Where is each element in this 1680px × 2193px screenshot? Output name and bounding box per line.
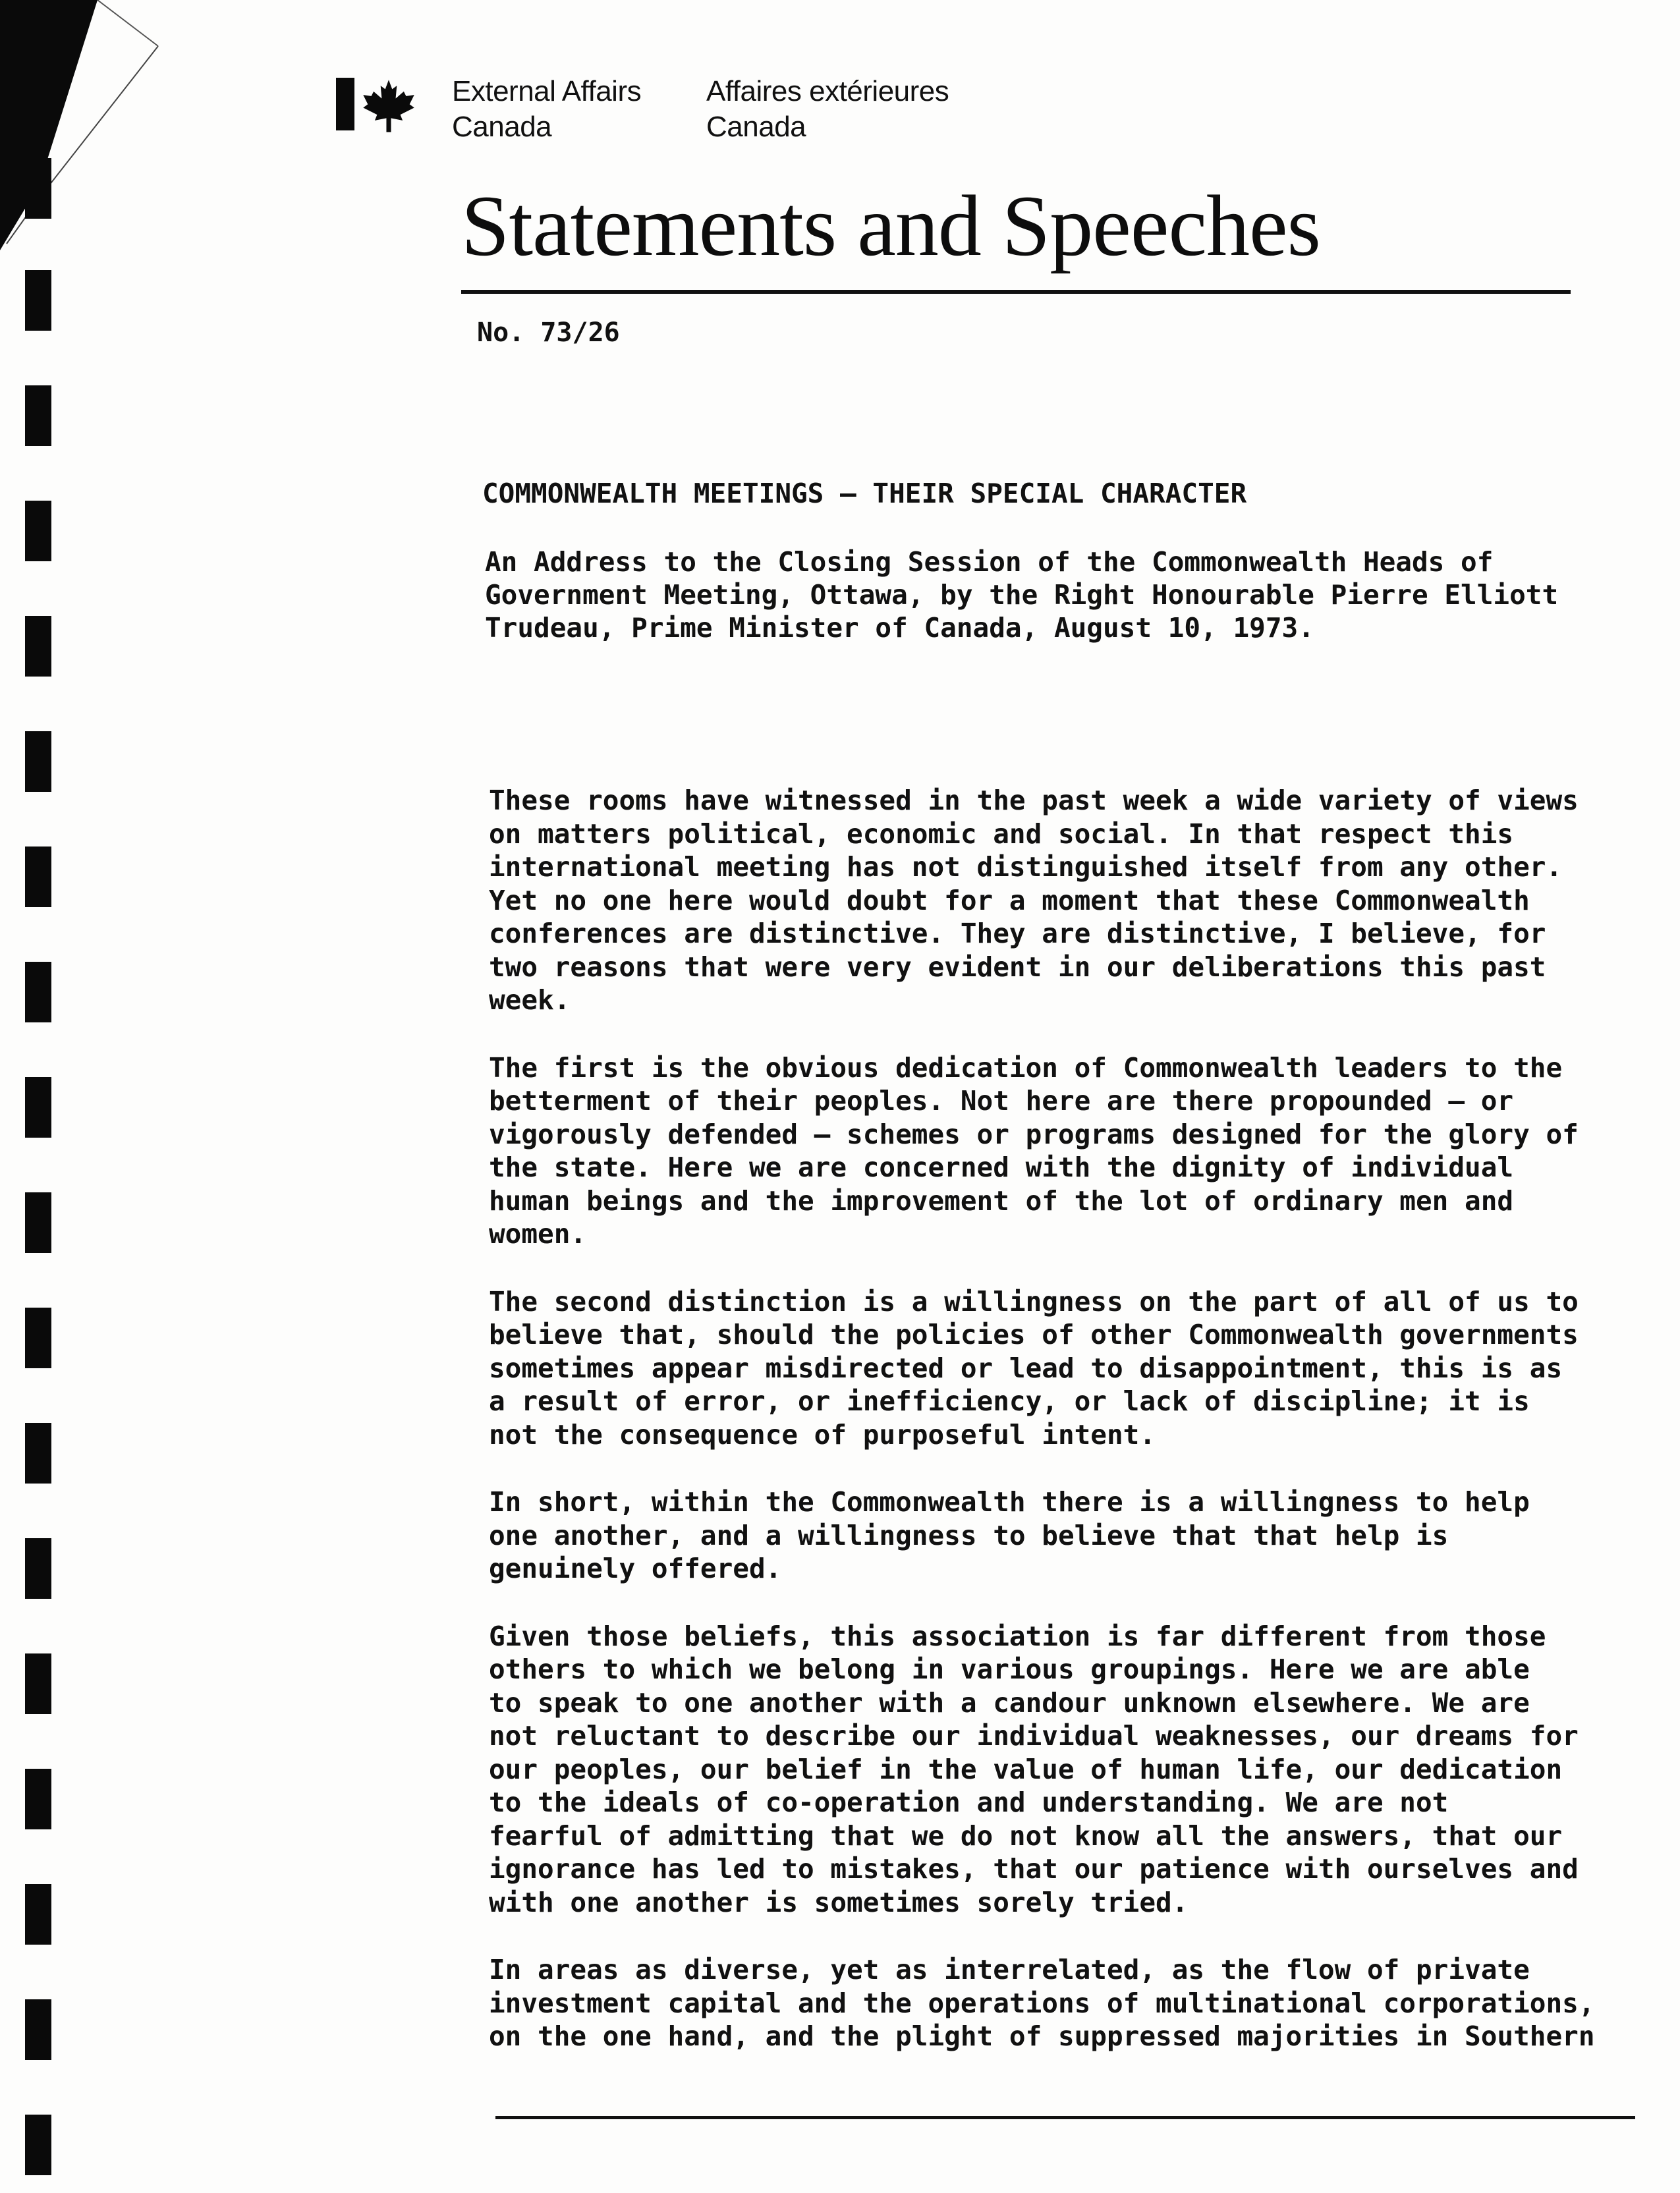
title-rule	[461, 290, 1571, 294]
subtitle-line: An Address to the Closing Session of the Commonwealth Heads of	[485, 546, 1494, 578]
org-name-french-line1: Affaires extérieures	[706, 75, 949, 107]
paragraph-line: In areas as diverse, yet as interrelated, as the flow of private	[489, 1954, 1530, 1985]
binder-holes	[25, 158, 54, 2174]
paragraph	[489, 1953, 1622, 2053]
paragraph-line: These rooms have witnessed in the past week a wide variety of views	[489, 785, 1579, 816]
paragraph-line: to the ideals of co-operation and understanding. We are not	[489, 1787, 1449, 1818]
org-name-french	[706, 74, 949, 145]
paragraph-line: a result of error, or inefficiency, or lack of discipline; it is	[489, 1385, 1530, 1417]
paragraph	[489, 1620, 1622, 1920]
paragraph-line: human beings and the improvement of the lot of ordinary men and	[489, 1184, 1514, 1217]
org-name-english-line1: External Affairs	[452, 75, 642, 107]
paragraph-line: In short, within the Commonwealth there is a willingness to help	[489, 1486, 1530, 1518]
paragraph-line: not reluctant to describe our individual weaknesses, our dreams for	[489, 1720, 1579, 1752]
org-name-english	[452, 74, 641, 145]
paragraph-line: on the one hand, and the plight of suppressed majorities in Southern	[489, 2020, 1595, 2052]
binder-hole-mark	[25, 731, 51, 792]
paragraph	[489, 784, 1622, 1017]
binder-hole-mark	[25, 158, 51, 219]
binder-hole-mark	[25, 1192, 51, 1253]
binder-hole-mark	[25, 1077, 51, 1138]
binder-hole-mark	[25, 1653, 51, 1714]
speech-subtitle	[485, 545, 1618, 644]
paragraph-line: believe that, should the policies of other Commonwealth governments	[489, 1319, 1579, 1350]
binder-hole-mark	[25, 385, 51, 446]
paragraph-line: betterment of their peoples. Not here are there propounded — or	[489, 1085, 1514, 1117]
paragraph-line: genuinely offered.	[489, 1553, 782, 1584]
paragraph-line: others to which we belong in various groupings. Here we are able	[489, 1653, 1530, 1685]
speech-heading: COMMONWEALTH MEETINGS — THEIR SPECIAL CHARACTER	[482, 478, 1247, 509]
paragraph-line: investment capital and the operations of multinational corporations,	[489, 1987, 1595, 2019]
speech-body	[489, 784, 1622, 2088]
org-name-english-line2: Canada	[452, 111, 552, 143]
binder-hole-mark	[25, 847, 51, 907]
flag-bar	[336, 78, 354, 130]
paragraph	[489, 1285, 1622, 1452]
letterhead	[336, 71, 1061, 150]
paragraph-line: The first is the obvious dedication of Commonwealth leaders to the	[489, 1051, 1563, 1084]
binder-hole-mark	[25, 501, 51, 561]
subtitle-line: Trudeau, Prime Minister of Canada, August 10, 1973.	[485, 612, 1314, 644]
paragraph-line: sometimes appear misdirected or lead to disappointment, this is as	[489, 1352, 1563, 1384]
binder-hole-mark	[25, 2115, 51, 2175]
binder-hole-mark	[25, 1884, 51, 1945]
paragraph-line: ignorance has led to mistakes, that our patience with ourselves and	[489, 1853, 1579, 1885]
paragraph-line: not the consequence of purposeful intent.	[489, 1418, 1156, 1451]
paragraph-line: one another, and a willingness to believe that that help is	[489, 1519, 1449, 1551]
binder-hole-mark	[25, 1423, 51, 1484]
paragraph-line: with one another is sometimes sorely tried.	[489, 1886, 1189, 1918]
subtitle-line: Government Meeting, Ottawa, by the Right Honourable Pierre Elliott	[485, 579, 1559, 611]
binder-hole-mark	[25, 1999, 51, 2060]
paragraph-line: Given those beliefs, this association is far different from those	[489, 1620, 1546, 1652]
paragraph-line: to speak to one another with a candour unknown elsewhere. We are	[489, 1686, 1530, 1719]
maple-leaf-icon	[360, 74, 418, 137]
org-name-french-line2: Canada	[706, 111, 806, 143]
document-number: No. 73/26	[477, 318, 620, 348]
binder-hole-mark	[25, 962, 51, 1022]
series-title: Statements and Speeches	[461, 177, 1320, 274]
paragraph-line: conferences are distinctive. They are distinctive, I believe, for	[489, 918, 1546, 949]
bottom-rule	[495, 2116, 1635, 2119]
paragraph-line: week.	[489, 984, 571, 1016]
binder-hole-mark	[25, 1538, 51, 1599]
paragraph	[489, 1485, 1622, 1586]
paragraph-line: international meeting has not distinguished itself from any other.	[489, 851, 1563, 883]
paragraph	[489, 1051, 1622, 1251]
binder-hole-mark	[25, 1769, 51, 1829]
paragraph-line: Yet no one here would doubt for a moment that these Commonwealth	[489, 884, 1530, 916]
paragraph-line: The second distinction is a willingness on the part of all of us to	[489, 1285, 1579, 1318]
binder-hole-mark	[25, 1308, 51, 1368]
paragraph-line: on matters political, economic and social. In that respect this	[489, 818, 1514, 850]
paragraph-line: women.	[489, 1218, 587, 1250]
paragraph-line: the state. Here we are concerned with the dignity of individual	[489, 1152, 1514, 1183]
binder-hole-mark	[25, 270, 51, 331]
paragraph-line: two reasons that were very evident in our deliberations this past	[489, 951, 1546, 983]
paragraph-line: vigorously defended — schemes or programs designed for the glory of	[489, 1118, 1579, 1150]
paragraph-line: fearful of admitting that we do not know all the answers, that our	[489, 1819, 1563, 1852]
paragraph-line: our peoples, our belief in the value of human life, our dedication	[489, 1753, 1563, 1785]
binder-hole-mark	[25, 616, 51, 677]
